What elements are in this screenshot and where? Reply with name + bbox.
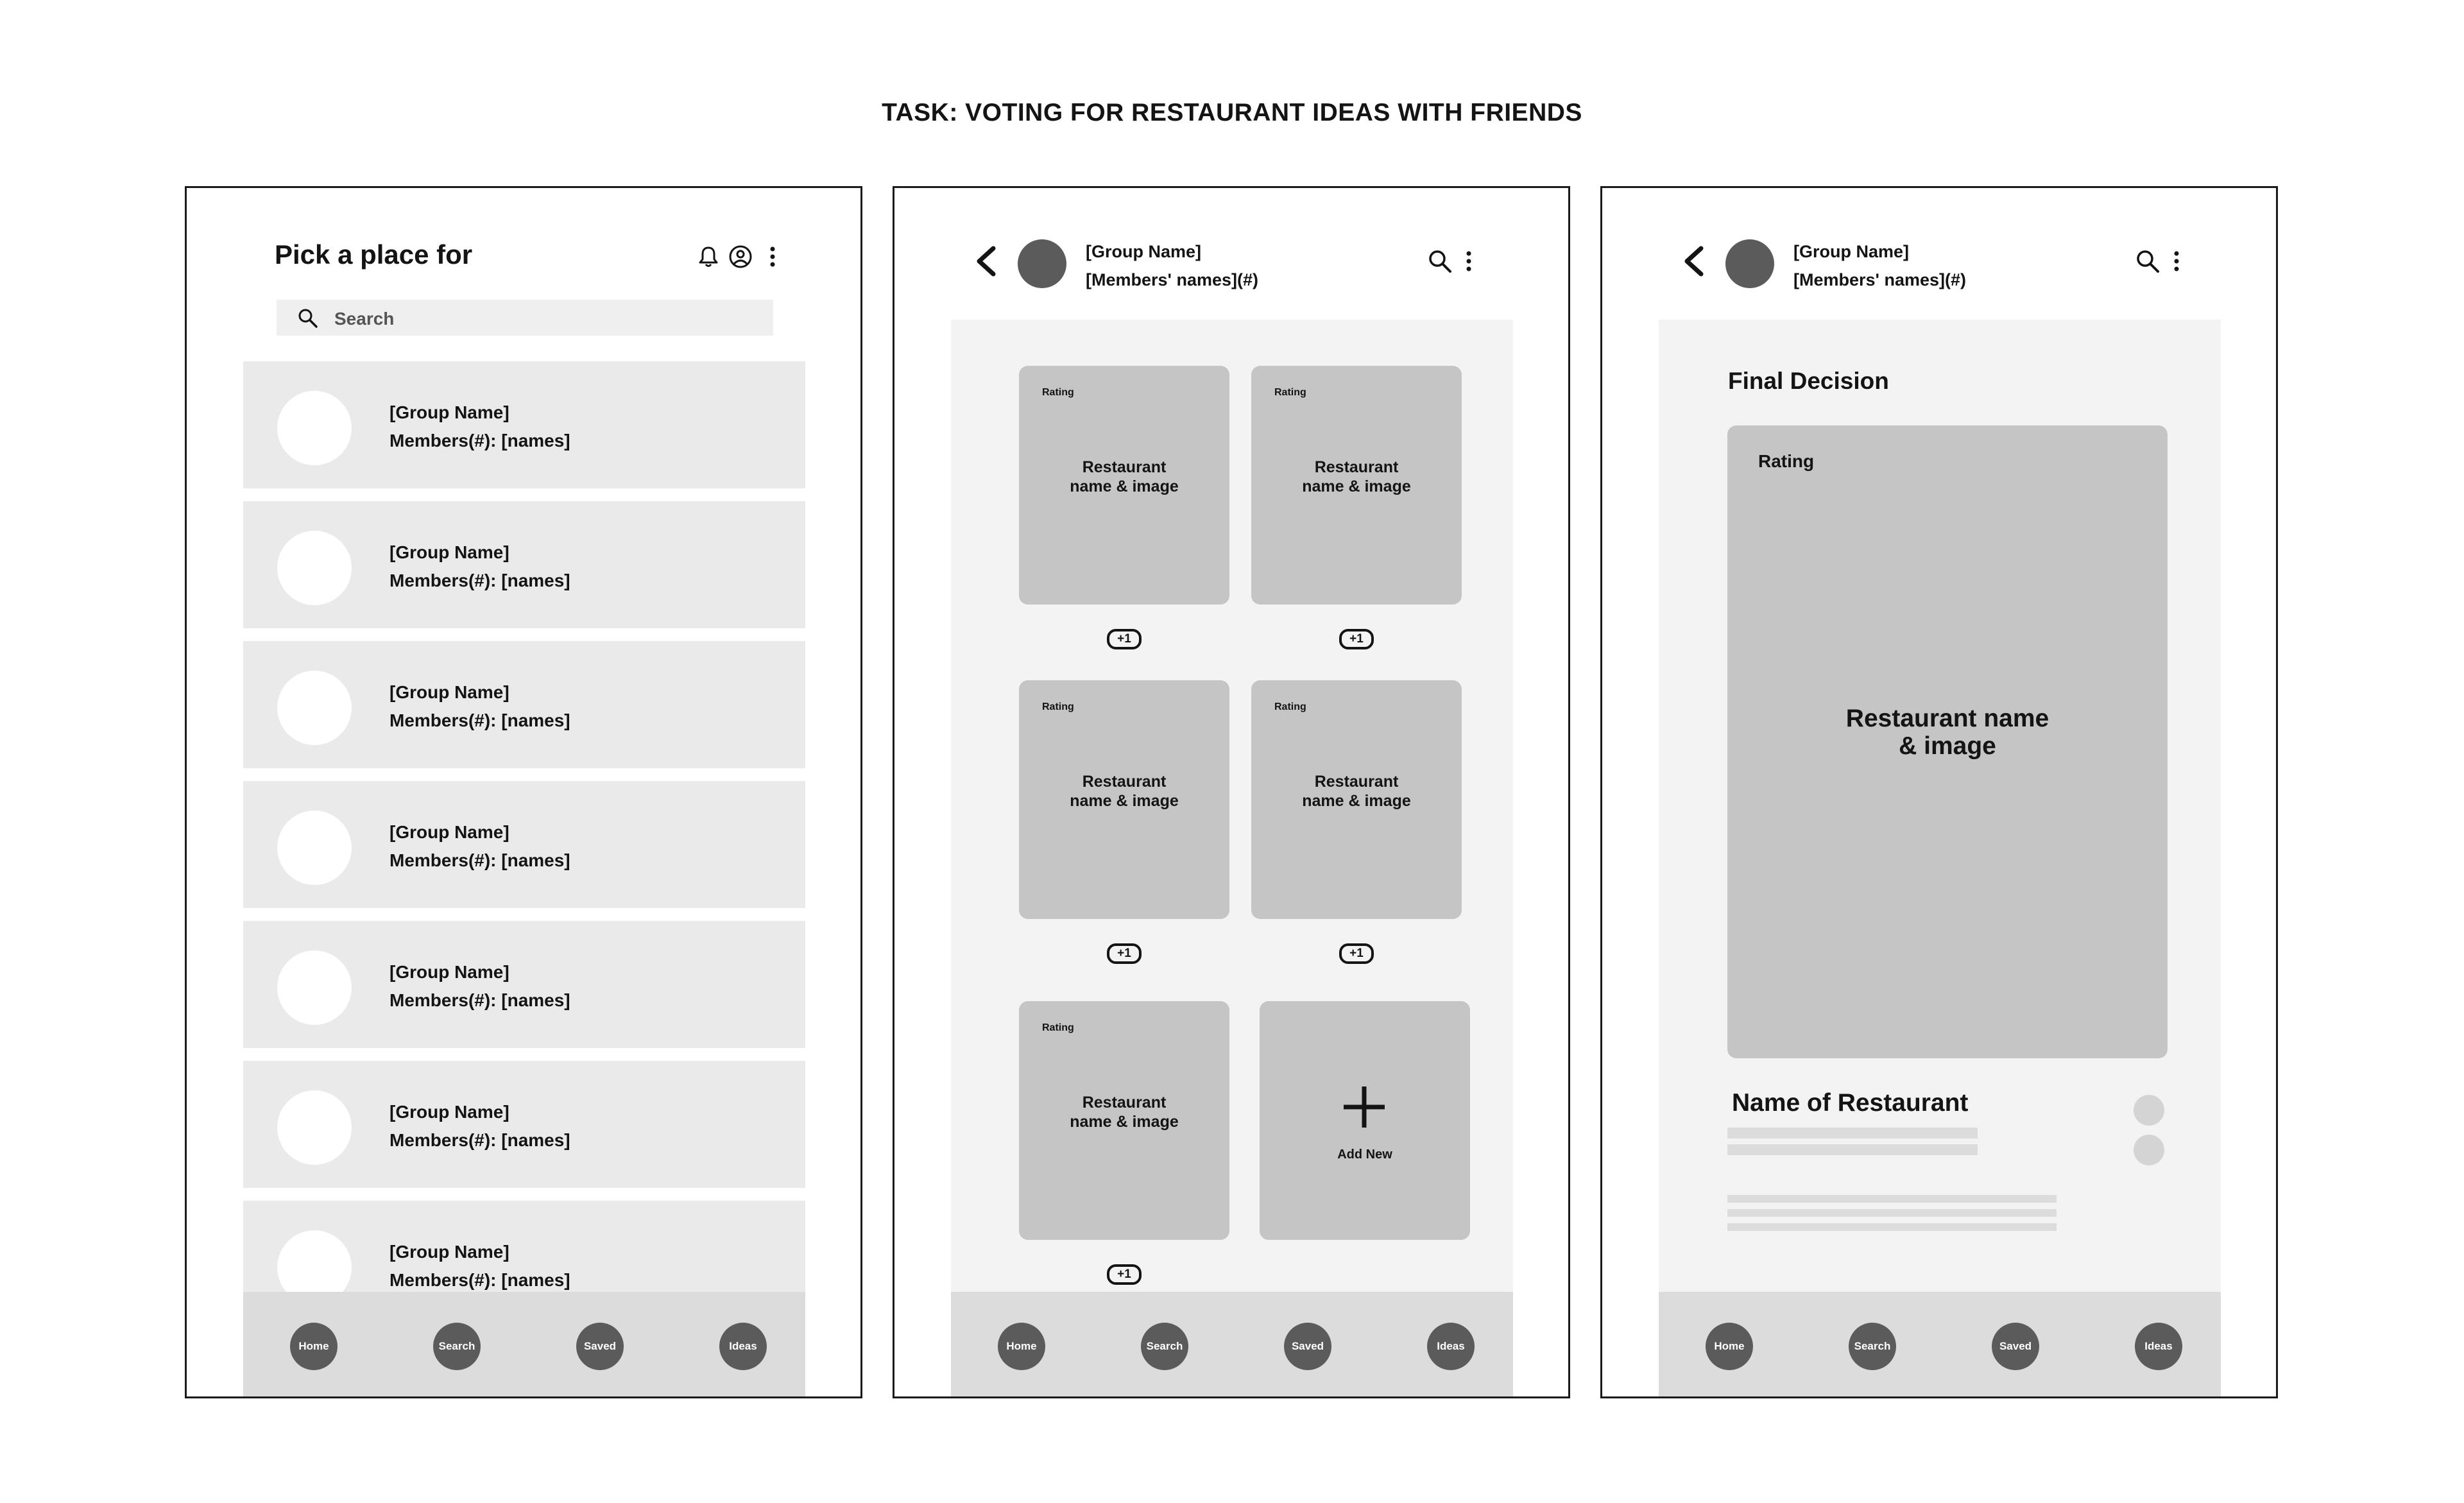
group-name: [Group Name]: [1086, 242, 1202, 261]
group-avatar: [277, 391, 352, 465]
group-name: [Group Name]: [389, 1242, 509, 1262]
search-icon[interactable]: [1426, 247, 1454, 275]
group-list-item[interactable]: [243, 361, 805, 488]
group-avatar: [277, 531, 352, 605]
group-avatar: [1018, 239, 1066, 288]
restaurant-card[interactable]: [1019, 1001, 1229, 1240]
group-list-item[interactable]: [243, 501, 805, 628]
group-members: Members(#): [names]: [389, 431, 570, 451]
group-members: Members(#): [names]: [389, 850, 570, 870]
card-rating: Rating: [1274, 701, 1306, 712]
group-name: [Group Name]: [389, 542, 509, 562]
group-avatar: [1725, 239, 1774, 288]
restaurant-card[interactable]: [1019, 366, 1229, 605]
nav-home-button[interactable]: Home: [1706, 1323, 1753, 1370]
placeholder-text-line: [1727, 1128, 1978, 1138]
group-name: [Group Name]: [389, 402, 509, 422]
restaurant-card[interactable]: [1251, 366, 1462, 605]
restaurant-image-label: Restaurant name & image: [1845, 705, 2049, 760]
group-list-item[interactable]: [243, 1061, 805, 1188]
group-list: [243, 361, 805, 1341]
bottom-nav: [951, 1292, 1513, 1398]
card-rating: Rating: [1274, 387, 1306, 398]
vote-plus-one-button[interactable]: +1: [1339, 629, 1374, 649]
card-restaurant-name: Restaurant name & image: [1070, 1094, 1179, 1131]
group-voting-screen: [893, 186, 1570, 1398]
vote-plus-one-button[interactable]: +1: [1339, 943, 1374, 964]
card-restaurant-name: Restaurant name & image: [1070, 773, 1179, 810]
final-decision-screen: [1600, 186, 2278, 1398]
back-arrow-icon[interactable]: [971, 245, 1000, 278]
group-members: [Members' names](#): [1793, 270, 1966, 289]
group-name: [Group Name]: [389, 682, 509, 702]
card-rating: Rating: [1042, 701, 1074, 712]
group-members: Members(#): [names]: [389, 571, 570, 590]
search-placeholder: Search: [334, 309, 395, 329]
nav-ideas-button[interactable]: Ideas: [2135, 1323, 2182, 1370]
restaurant-rating: Rating: [1758, 451, 1815, 471]
bottom-nav: [1659, 1292, 2221, 1398]
vote-plus-one-button[interactable]: +1: [1107, 629, 1142, 649]
nav-ideas-button[interactable]: Ideas: [1427, 1323, 1475, 1370]
group-name: [Group Name]: [1793, 242, 1910, 261]
more-options-icon[interactable]: [2167, 247, 2186, 275]
page-title: Pick a place for: [275, 239, 473, 270]
group-name: [Group Name]: [389, 822, 509, 842]
placeholder-text-line: [1727, 1195, 2057, 1203]
bottom-nav: [243, 1292, 805, 1398]
card-restaurant-name: Restaurant name & image: [1302, 773, 1411, 810]
add-new-label: Add New: [1337, 1147, 1392, 1162]
card-restaurant-name: Restaurant name & image: [1070, 458, 1179, 495]
card-restaurant-name: Restaurant name & image: [1302, 458, 1411, 495]
profile-icon[interactable]: [728, 244, 753, 270]
nav-saved-button[interactable]: Saved: [1284, 1323, 1331, 1370]
action-dot[interactable]: [2134, 1095, 2164, 1126]
group-list-screen: [185, 186, 862, 1398]
more-options-icon[interactable]: [760, 244, 785, 270]
add-new-button[interactable]: [1260, 1001, 1470, 1240]
placeholder-text-line: [1727, 1144, 1978, 1155]
restaurant-name: Name of Restaurant: [1732, 1089, 1969, 1117]
nav-home-button[interactable]: Home: [290, 1323, 338, 1370]
final-decision-title: Final Decision: [1728, 368, 1889, 394]
group-members: Members(#): [names]: [389, 710, 570, 730]
group-avatar: [277, 950, 352, 1025]
action-dot[interactable]: [2134, 1135, 2164, 1165]
group-avatar: [277, 1090, 352, 1165]
nav-saved-button[interactable]: Saved: [576, 1323, 624, 1370]
final-decision-panel: [1659, 320, 2221, 1292]
restaurant-card[interactable]: [1251, 680, 1462, 919]
restaurant-card[interactable]: [1019, 680, 1229, 919]
placeholder-text-line: [1727, 1223, 2057, 1231]
group-members: Members(#): [names]: [389, 990, 570, 1010]
group-name: [Group Name]: [389, 962, 509, 982]
vote-plus-one-button[interactable]: +1: [1107, 1264, 1142, 1285]
task-title: TASK: VOTING FOR RESTAURANT IDEAS WITH FRIENDS: [882, 99, 1582, 126]
bell-icon[interactable]: [696, 244, 721, 270]
nav-home-button[interactable]: Home: [998, 1323, 1045, 1370]
nav-search-button[interactable]: Search: [1141, 1323, 1188, 1370]
search-icon: [297, 307, 319, 329]
card-rating: Rating: [1042, 1022, 1074, 1033]
placeholder-text-line: [1727, 1209, 2057, 1217]
plus-icon: [1342, 1085, 1387, 1129]
group-list-item[interactable]: [243, 641, 805, 768]
group-list-item[interactable]: [243, 921, 805, 1048]
group-list-item[interactable]: [243, 781, 805, 908]
restaurant-image[interactable]: [1727, 425, 2168, 1058]
group-avatar: [277, 811, 352, 885]
group-members: Members(#): [names]: [389, 1270, 570, 1290]
card-rating: Rating: [1042, 387, 1074, 398]
nav-search-button[interactable]: Search: [1849, 1323, 1896, 1370]
group-name: [Group Name]: [389, 1102, 509, 1122]
search-icon[interactable]: [2134, 247, 2162, 275]
nav-saved-button[interactable]: Saved: [1992, 1323, 2039, 1370]
group-avatar: [277, 671, 352, 745]
group-members: Members(#): [names]: [389, 1130, 570, 1150]
ideas-grid: [951, 320, 1513, 1292]
more-options-icon[interactable]: [1459, 247, 1478, 275]
back-arrow-icon[interactable]: [1679, 245, 1707, 278]
group-members: [Members' names](#): [1086, 270, 1258, 289]
nav-search-button[interactable]: Search: [433, 1323, 481, 1370]
search-input[interactable]: [277, 300, 773, 336]
vote-plus-one-button[interactable]: +1: [1107, 943, 1142, 964]
nav-ideas-button[interactable]: Ideas: [719, 1323, 767, 1370]
